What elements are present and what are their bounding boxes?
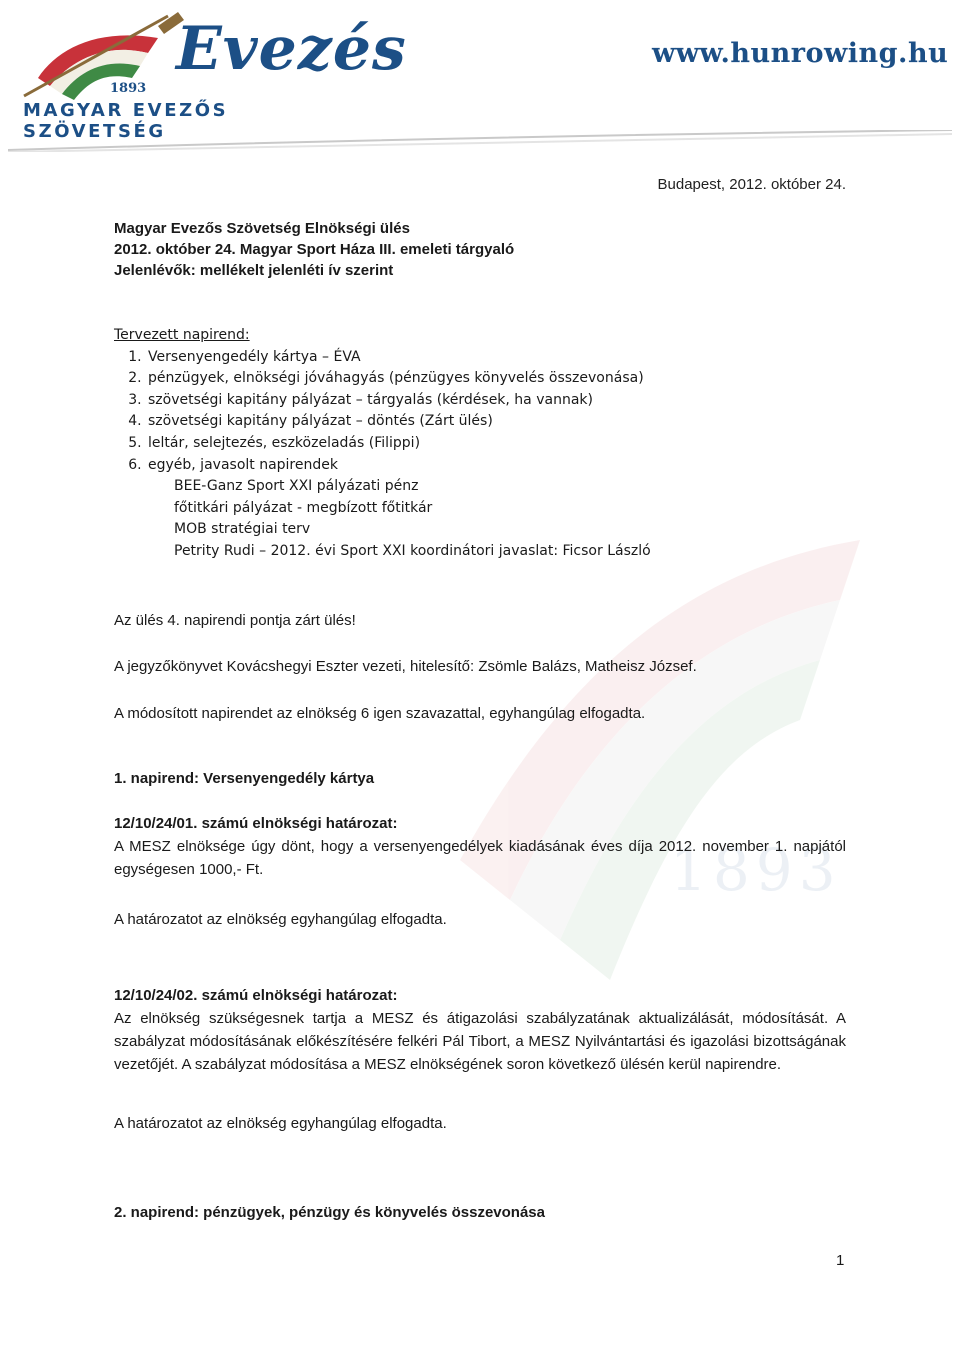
decision-title: 12/10/24/02. számú elnökségi határozat: xyxy=(114,987,398,1004)
meeting-date-location: 2012. október 24. Magyar Sport Háza III. emeleti tárgyaló xyxy=(114,241,515,258)
decision-text: A MESZ elnöksége úgy dönt, hogy a versenyengedélyek kiadásának éves díja 2012. november 1. napjától egységesen 1000,- Ft. xyxy=(114,838,846,878)
agenda-subitem: BEE-Ganz Sport XXI pályázati pénz xyxy=(174,478,419,495)
decision-result: A határozatot az elnökség egyhangúlag elfogadta. xyxy=(114,1115,447,1132)
agenda-item: 4. szövetségi kapitány pályázat – döntés (Zárt ülés) xyxy=(146,411,854,433)
letterhead xyxy=(0,0,960,160)
logo-wordmark: Evezés xyxy=(176,14,407,84)
logo-year: 1893 xyxy=(110,81,147,96)
meeting-info xyxy=(114,218,514,281)
agenda-title: Tervezett napirend: xyxy=(114,327,250,343)
document-date: Budapest, 2012. október 24. xyxy=(657,176,846,193)
meeting-title: Magyar Evezős Szövetség Elnökségi ülés xyxy=(114,220,410,237)
agenda xyxy=(114,325,854,563)
agenda-subitem: főtitkári pályázat - megbízott főtitkár xyxy=(174,499,433,516)
meeting-attendees: Jelenlévők: mellékelt jelenléti ív szerint xyxy=(114,262,394,279)
agenda-subitem: MOB stratégiai terv xyxy=(174,521,311,538)
section-heading: 2. napirend: pénzügyek, pénzügy és könyvelés összevonása xyxy=(114,1204,545,1221)
rowing-flag-emblem-icon xyxy=(18,8,198,103)
closed-session-note: Az ülés 4. napirendi pontja zárt ülés! xyxy=(114,612,356,629)
agenda-item: 2. pénzügyek, elnökségi jóváhagyás (pénzügyes könyvelés összevonása) xyxy=(146,368,854,390)
svg-text:1893: 1893 xyxy=(670,836,842,904)
minutes-note: A jegyzőkönyvet Kovácshegyi Eszter vezeti, hitelesítő: Zsömle Balázs, Matheisz József. xyxy=(114,658,697,675)
agenda-subitem: Petrity Rudi – 2012. évi Sport XXI koordinátori javaslat: Ficsor László xyxy=(174,542,651,559)
page-number: 1 xyxy=(836,1252,845,1269)
agenda-sublist xyxy=(114,476,854,562)
agenda-item: 6. egyéb, javasolt napirendek xyxy=(146,455,854,477)
header-divider xyxy=(8,130,952,152)
section-heading: 1. napirend: Versenyengedély kártya xyxy=(114,770,375,787)
agenda-item: 3. szövetségi kapitány pályázat – tárgyalás (kérdések, ha vannak) xyxy=(146,390,854,412)
agenda-list xyxy=(114,347,854,477)
agenda-item: 5. leltár, selejtezés, eszközeladás (Filippi) xyxy=(146,433,854,455)
website-url: www.hunrowing.hu xyxy=(652,38,949,69)
decision-title: 12/10/24/01. számú elnökségi határozat: xyxy=(114,815,398,832)
decision-result: A határozatot az elnökség egyhangúlag elfogadta. xyxy=(114,911,447,928)
decision-text: Az elnökség szükségesnek tartja a MESZ és átigazolási szabályzatának aktualizálását, módosítását. A szabályzat módosításának előkészítésére felkéri Pál Tibort, a MESZ Nyilvántartási és igazolási bizottságának vezetőjét. A szabályzat módosítása a MESZ elnökségének soron következő ülésén kerül napirendre. xyxy=(114,1010,846,1073)
federation-logo xyxy=(18,8,407,142)
agenda-item: 1. Versenyengedély kártya – ÉVA xyxy=(146,347,854,369)
agenda-approval-note: A módosított napirendet az elnökség 6 igen szavazattal, egyhangúlag elfogadta. xyxy=(114,705,646,722)
logo-organization-name: MAGYAR EVEZŐS SZÖVETSÉG xyxy=(23,100,229,142)
